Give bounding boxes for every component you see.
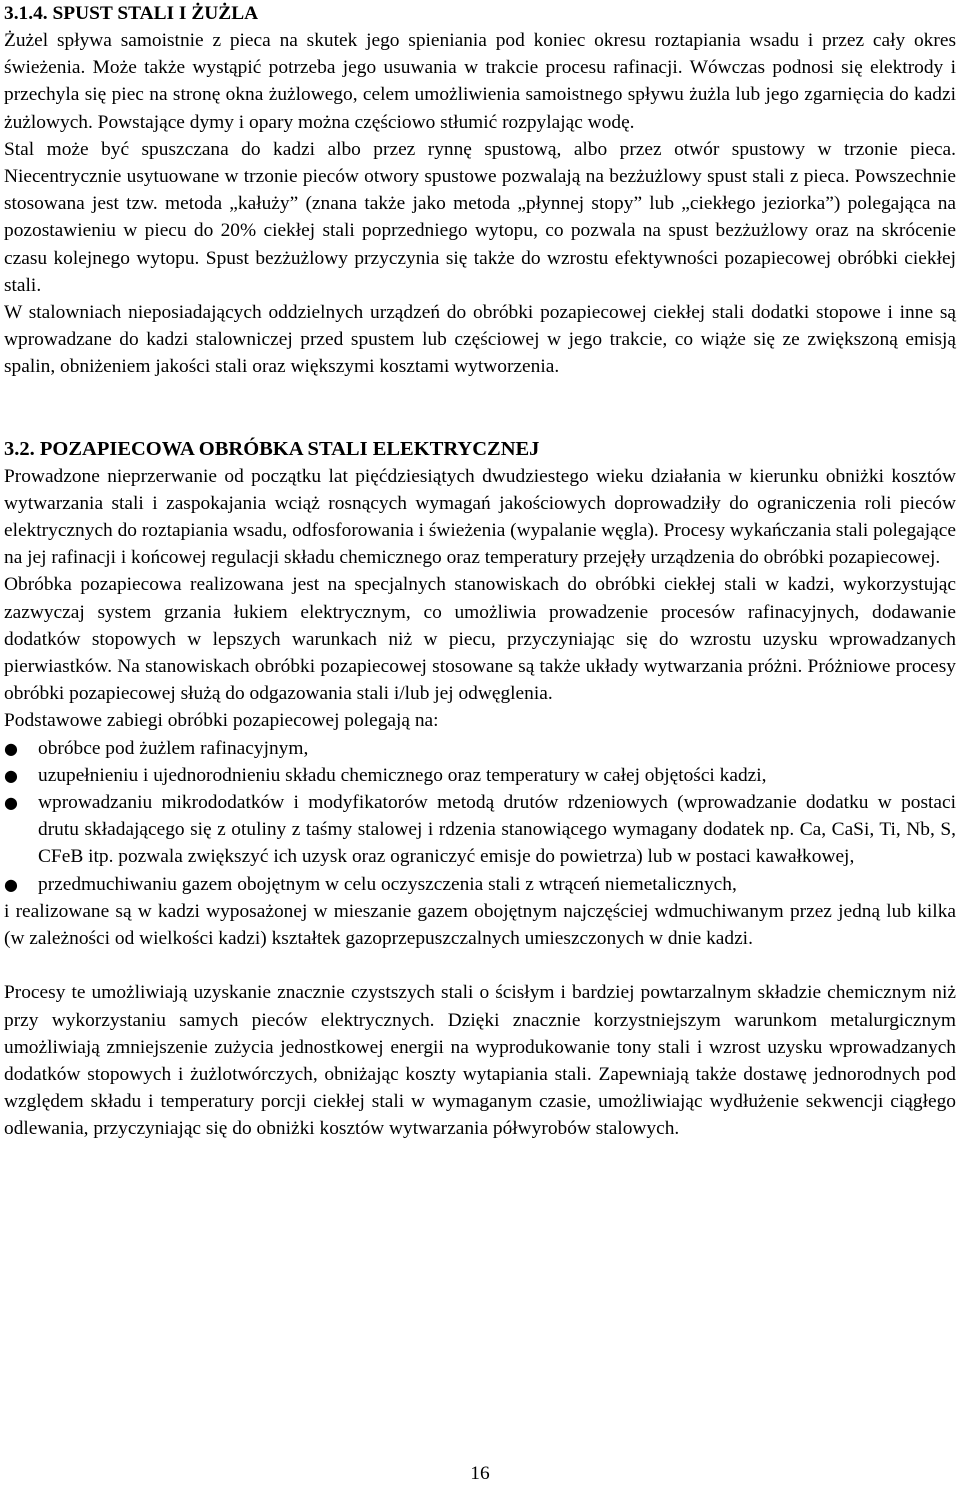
section-heading: 3.1.4. SPUST STALI I ŻUŻLA bbox=[4, 3, 259, 24]
list-item-text: wprowadzaniu mikrododatków i modyfikatorów metodą drutów rdzeniowych (wprowadzanie dodatku w postaci drutu składającego się z otuliny z taśmy stalowej i rdzenia stanowiącego wymagany dodatek np. Ca, CaSi, Ti, Nb, S, CFeB itp. pozwala zwiększyć ich uzysk oraz ograniczyć emisje do powietrza) lub w postaci kawałkowej, bbox=[38, 792, 956, 868]
list-item-text: uzupełnieniu i ujednorodnieniu składu chemicznego oraz temperatury w całej objętości kadzi, bbox=[38, 764, 767, 786]
section2-heading: 3.2. POZAPIECOWA OBRÓBKA STALI ELEKTRYCZNEJ bbox=[4, 437, 540, 460]
list-item bbox=[4, 789, 956, 871]
paragraph-steelworks-additives: W stalowniach nieposiadających oddzielnych urządzeń do obróbki pozapiecowej ciekłej stali dodatki stopowe i inne są wprowadzane do kadzi stalowniczej przed spustem lub częściowej w jego trakcie, co wiąże się ze zwiększoną emisją spalin, obniżeniem jakości stali oraz większymi kosztami wytworzenia. bbox=[4, 302, 956, 378]
paragraph-spacer bbox=[4, 952, 956, 979]
bullet-icon: ● bbox=[4, 765, 18, 785]
paragraph-steel-tapping: Stal może być spuszczana do kadzi albo przez rynnę spustową, albo przez otwór spustowy w trzonie pieca. Niecentrycznie usytuowane w trzonie pieców otwory spustowe pozwalają na bezżużlowy spust stali z pieca. Powszechnie stosowana jest tzw. metoda „kałuży” (znana także jako metoda „płynnej stopy” lub „ciekłego jeziorka”) polegająca na pozostawieniu w piecu do 20% ciekłej stali poprzedniego wytopu, co pozwala na spust bezżużlowy oraz na skrócenie czasu kolejnego wytopu. Spust bezżużlowy przyczynia się także do wzrostu efektywności pozapiecowej obróbki ciekłej stali. bbox=[4, 138, 956, 296]
paragraph-process-benefits: Procesy te umożliwiają uzyskanie znacznie czystszych stali o ścisłym i bardziej powtarzalnym składzie chemicznym niż przy wykorzystaniu samych pieców elektrycznych. Dzięki znacznie korzystniejszym warunkom metalurgicznym umożliwiają zmniejszenie zużycia jednostkowej energii na wyprodukowanie tony stali i wzrost uzysku wprowadzanych dodatków stopowych i żużlotwórczych, obniżając koszty wytapiania stali. Zapewniają także dostawę jednorodnych pod względem składu i temperatury porcji ciekłej stali w wymaganym czasie, umożliwiając wydłużenie sekwencji ciągłego odlewania, przyczyniając się do obniżki kosztów wytwarzania półwyrobów stalowych. bbox=[4, 982, 956, 1140]
bullet-icon: ● bbox=[4, 738, 18, 758]
paragraph-ladle-treatment: Obróbka pozapiecowa realizowana jest na specjalnych stanowiskach do obróbki ciekłej stali w kadzi, wykorzystując zazwyczaj system grzania łukiem elektrycznym, co umożliwia prowadzenie procesów rafinacyjnych, dodawanie dodatków stopowych w lepszych warunkach niż w piecu, przyczyniając się do wzrostu uzysku wprowadzanych pierwiastków. Na stanowiskach obróbki pozapiecowej stosowane są także układy wytwarzania próżni. Próżniowe procesy obróbki pozapiecowej służą do odgazowania stali i/lub jej odwęglenia. bbox=[4, 574, 956, 705]
list-item-text: przedmuchiwaniu gazem obojętnym w celu oczyszczenia stali z wtrąceń niemetalicznych, bbox=[38, 873, 737, 895]
section-spacer bbox=[4, 381, 956, 435]
page-number: 16 bbox=[470, 1463, 490, 1484]
list-item bbox=[4, 735, 956, 762]
bullet-icon: ● bbox=[4, 874, 18, 894]
list-item bbox=[4, 762, 956, 789]
list-item bbox=[4, 871, 956, 898]
paragraph-slag-outflow: Żużel spływa samoistnie z pieca na skutek jego spieniania pod koniec okresu roztapiania wsadu i przez cały okres świeżenia. Może także wystąpić potrzeba jego usuwania w trakcie procesu rafinacji. Wówczas podnosi się elektrody i przechyla się piec na stronę okna żużlowego, celem umożliwienia samoistnego spływu żużla lub jego zgarnięcia do kadzi żużlowych. Powstające dymy i opary można częściowo stłumić rozpylając wodę. bbox=[4, 30, 956, 133]
document-page bbox=[4, 0, 956, 1143]
procedures-list bbox=[4, 735, 956, 898]
paragraph-basic-procedures: Podstawowe zabiegi obróbki pozapiecowej polegają na: bbox=[4, 710, 439, 732]
bullet-icon: ● bbox=[4, 793, 18, 813]
paragraph-gas-stirring: i realizowane są w kadzi wyposażonej w mieszanie gazem obojętnym najczęściej wdmuchiwanym przez jedną lub kilka (w zależności od wielkości kadzi) kształtek gazoprzepuszczalnych umieszczonych w dnie kadzi. bbox=[4, 900, 956, 950]
list-item-text: obróbce pod żużlem rafinacyjnym, bbox=[38, 737, 309, 759]
paragraph-secondary-metallurgy-intro: Prowadzone nieprzerwanie od początku lat pięćdziesiątych dwudziestego wieku działania w kierunku obniżki kosztów wytwarzania stali i zaspokajania wciąż rosnących wymagań jakościowych doprowadziły do ograniczenia roli pieców elektrycznych do roztapiania wsadu, odfosforowania i świeżenia (wypalanie węgla). Procesy wykańczania stali polegające na jej rafinacji i końcowej regulacji składu chemicznego oraz temperatury przejęły urządzenia do obróbki pozapiecowej. bbox=[4, 465, 956, 569]
